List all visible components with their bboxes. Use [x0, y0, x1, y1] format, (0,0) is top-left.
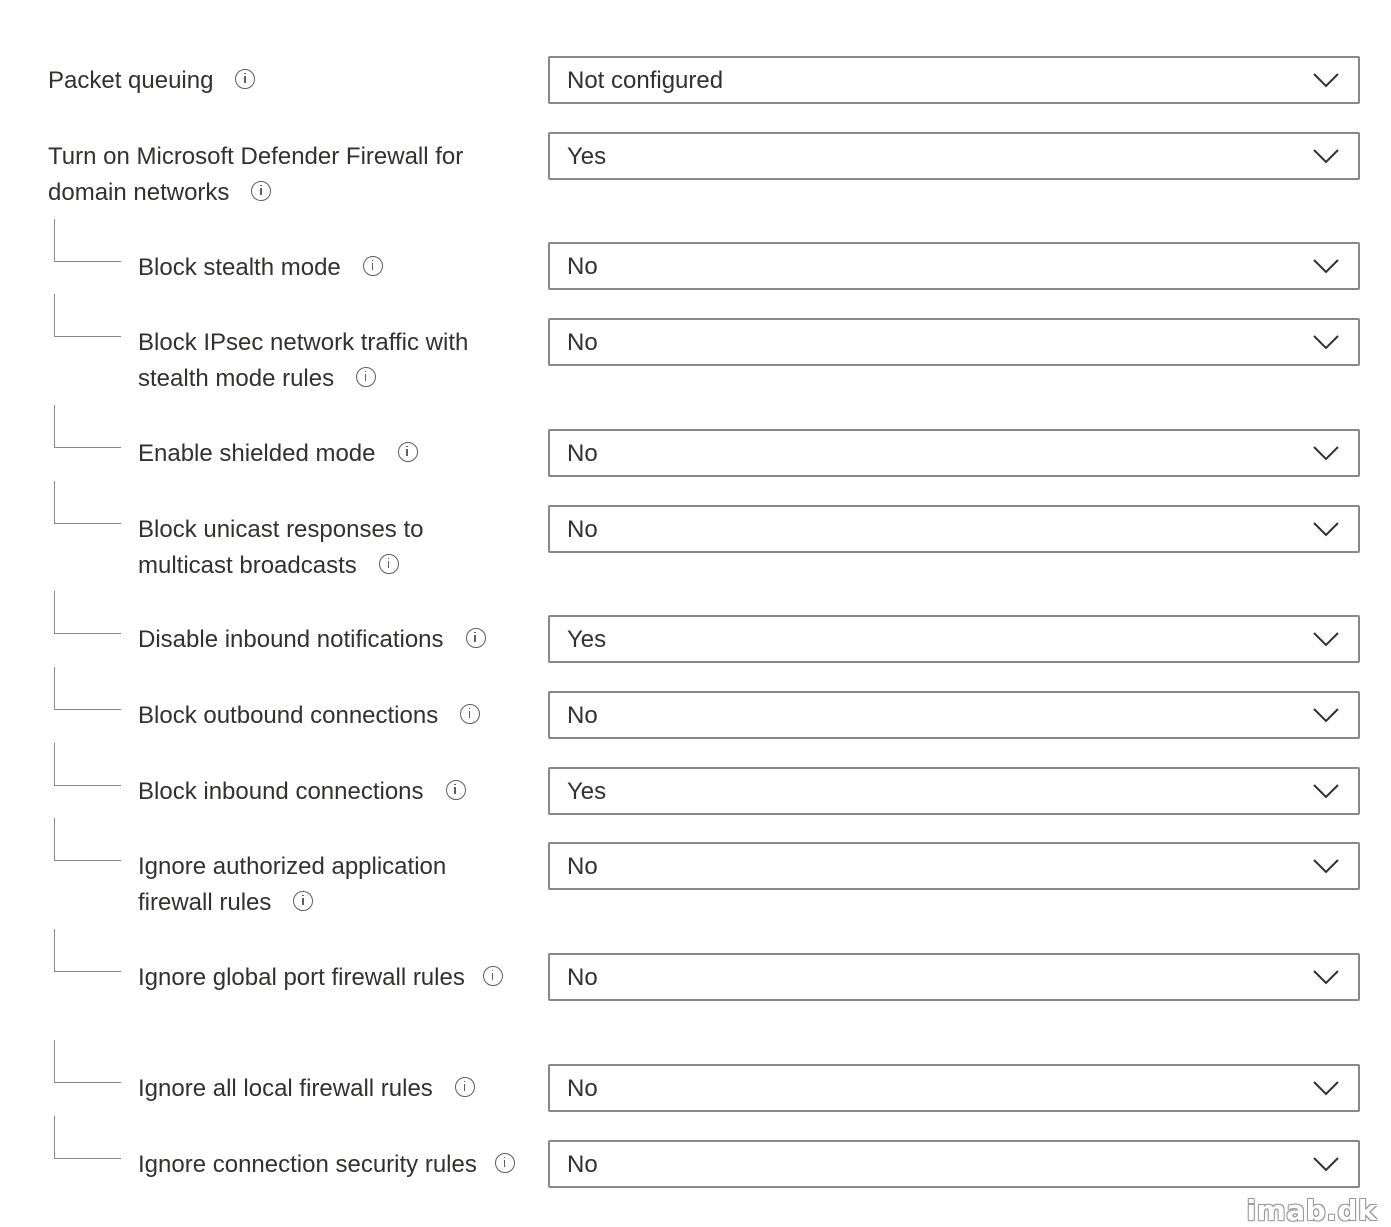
setting-label-text: Enable shielded mode: [138, 440, 376, 467]
watermark: imab.dk: [1246, 1194, 1377, 1227]
chevron-down-icon: [1312, 968, 1340, 986]
info-icon[interactable]: [293, 891, 313, 911]
dropdown-value: Yes: [567, 626, 607, 653]
setting-label-text: Block unicast responses to multicast broadcasts: [138, 516, 424, 579]
info-icon[interactable]: [446, 780, 466, 800]
setting-label-text: Packet queuing: [48, 67, 214, 94]
info-icon[interactable]: [379, 554, 399, 574]
info-icon[interactable]: [363, 256, 383, 276]
dropdown-value: No: [567, 1075, 598, 1102]
chevron-down-icon: [1312, 630, 1340, 648]
dropdown-block-unicast[interactable]: [548, 505, 1360, 553]
tree-connector: [54, 294, 121, 337]
chevron-down-icon: [1312, 782, 1340, 800]
dropdown-value: No: [567, 964, 598, 991]
dropdown-block-inbound[interactable]: [548, 767, 1360, 815]
setting-label-text: Block stealth mode: [138, 254, 341, 281]
dropdown-value: No: [567, 853, 598, 880]
info-icon[interactable]: [466, 628, 486, 648]
dropdown-ignore-global-port[interactable]: [548, 953, 1360, 1001]
setting-label-text: Block inbound connections: [138, 778, 424, 805]
setting-label-turn-on-firewall: [48, 139, 518, 211]
info-icon[interactable]: [495, 1153, 515, 1173]
dropdown-value: No: [567, 440, 598, 467]
dropdown-ignore-authorized-app[interactable]: [548, 842, 1360, 890]
dropdown-value: Not configured: [567, 67, 724, 94]
info-icon[interactable]: [483, 966, 503, 986]
chevron-down-icon: [1312, 520, 1340, 538]
chevron-down-icon: [1312, 257, 1340, 275]
chevron-down-icon: [1312, 444, 1340, 462]
dropdown-value: No: [567, 516, 598, 543]
dropdown-value: No: [567, 702, 598, 729]
setting-label-enable-shielded-mode: [138, 436, 523, 472]
setting-label-text: Disable inbound notifications: [138, 626, 444, 653]
setting-label-text: Block outbound connections: [138, 702, 439, 729]
chevron-down-icon: [1312, 147, 1340, 165]
tree-connector: [54, 481, 121, 524]
chevron-down-icon: [1312, 1155, 1340, 1173]
dropdown-value: Yes: [567, 143, 607, 170]
info-icon[interactable]: [251, 181, 271, 201]
tree-connector: [54, 818, 121, 861]
setting-label-block-inbound: [138, 774, 523, 810]
dropdown-packet-queuing[interactable]: [548, 56, 1360, 104]
info-icon[interactable]: [460, 704, 480, 724]
chevron-down-icon: [1312, 71, 1340, 89]
dropdown-block-ipsec[interactable]: [548, 318, 1360, 366]
setting-label-text: Ignore global port firewall rules: [138, 964, 465, 991]
setting-label-ignore-all-local: [138, 1071, 523, 1107]
setting-label-disable-inbound-notifications: [138, 622, 538, 658]
dropdown-value: Yes: [567, 778, 607, 805]
dropdown-ignore-connection-security[interactable]: [548, 1140, 1360, 1188]
dropdown-block-stealth-mode[interactable]: [548, 242, 1360, 290]
setting-label-block-stealth-mode: [138, 250, 523, 286]
dropdown-value: No: [567, 253, 598, 280]
chevron-down-icon: [1312, 706, 1340, 724]
tree-connector: [54, 743, 121, 786]
dropdown-disable-inbound-notifications[interactable]: [548, 615, 1360, 663]
tree-connector: [54, 405, 121, 448]
chevron-down-icon: [1312, 857, 1340, 875]
setting-label-ignore-connection-security: [138, 1147, 523, 1183]
setting-label-block-unicast: [138, 512, 523, 584]
dropdown-ignore-all-local[interactable]: [548, 1064, 1360, 1112]
setting-label-text: Block IPsec network traffic with stealth mode rules: [138, 329, 469, 392]
setting-label-ignore-authorized-app: [138, 849, 523, 921]
setting-label-text: Ignore connection security rules: [138, 1151, 477, 1178]
setting-label-block-outbound: [138, 698, 523, 734]
info-icon[interactable]: [235, 69, 255, 89]
setting-label-block-ipsec: [138, 325, 523, 397]
setting-label-text: Ignore all local firewall rules: [138, 1075, 433, 1102]
tree-connector: [54, 1116, 121, 1159]
tree-connector: [54, 1040, 121, 1083]
dropdown-value: No: [567, 1151, 598, 1178]
info-icon[interactable]: [398, 442, 418, 462]
info-icon[interactable]: [455, 1077, 475, 1097]
setting-label-packet-queuing: [48, 63, 518, 99]
tree-connector: [54, 667, 121, 710]
dropdown-enable-shielded-mode[interactable]: [548, 429, 1360, 477]
chevron-down-icon: [1312, 1079, 1340, 1097]
chevron-down-icon: [1312, 333, 1340, 351]
setting-label-text: Ignore authorized application firewall rules: [138, 853, 447, 916]
setting-label-text: Turn on Microsoft Defender Firewall for domain networks: [48, 143, 464, 206]
info-icon[interactable]: [356, 367, 376, 387]
dropdown-block-outbound[interactable]: [548, 691, 1360, 739]
tree-connector: [54, 591, 121, 634]
setting-label-ignore-global-port: [138, 960, 523, 996]
tree-connector: [54, 929, 121, 972]
dropdown-turn-on-firewall[interactable]: [548, 132, 1360, 180]
dropdown-value: No: [567, 329, 598, 356]
tree-connector: [54, 219, 121, 262]
